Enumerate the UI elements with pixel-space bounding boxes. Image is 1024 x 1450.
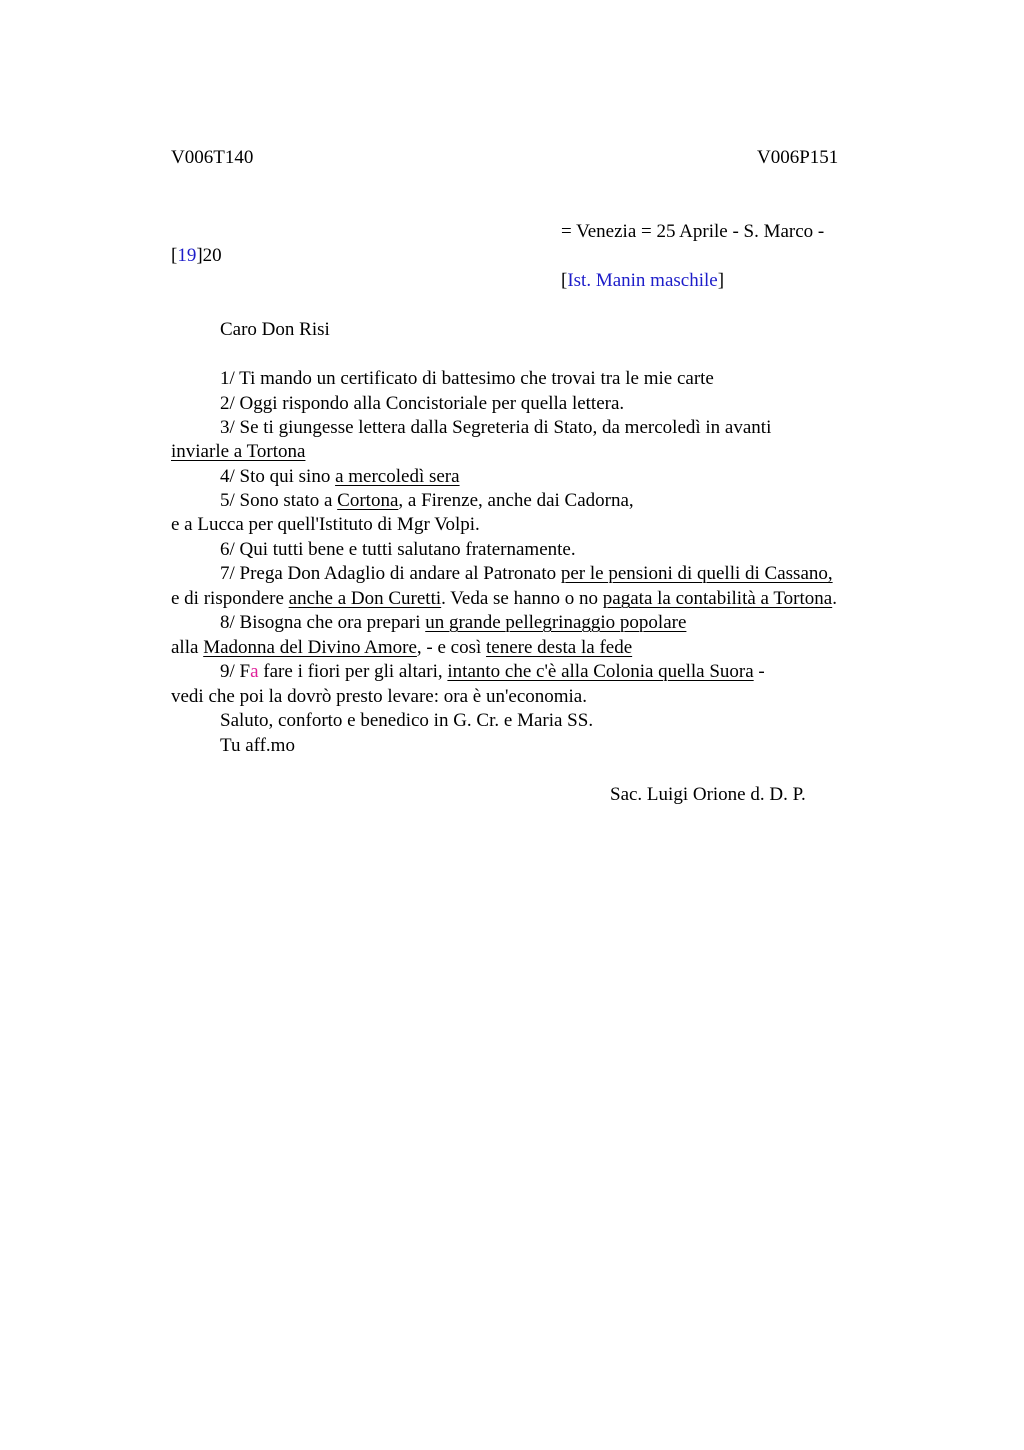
underlined-phrase: Cortona [337, 490, 399, 511]
item-8: 8/ Bisogna che ora prepari un grande pellegrinaggio popolare [220, 612, 687, 633]
item-6: 6/ Qui tutti bene e tutti salutano fraternamente. [220, 539, 576, 560]
item-4: 4/ Sto qui sino a mercoledì sera [220, 466, 460, 487]
document-code-left: V006T140 [171, 147, 254, 168]
item-5-continuation: e a Lucca per quell'Istituto di Mgr Volpi. [171, 514, 480, 535]
underlined-phrase: per le pensioni di quelli di Cassano, [560, 563, 833, 584]
underlined-phrase: tenere desta la fede [486, 637, 633, 658]
item-3: 3/ Se ti giungesse lettera dalla Segreteria di Stato, da mercoledì in avanti [220, 417, 772, 438]
item-1: 1/ Ti mando un certificato di battesimo che trovai tra le mie carte [220, 368, 714, 389]
underlined-phrase: pagata la contabilità a Tortona [602, 588, 833, 609]
dateline-year [171, 245, 222, 267]
dateline-place [561, 270, 724, 292]
item-2: 2/ Oggi rispondo alla Concistoriale per quella lettera. [220, 393, 625, 414]
editorial-place-insert: Ist. Manin maschile [567, 270, 718, 291]
item-7: 7/ Prega Don Adaglio di andare al Patronato per le pensioni di quelli di Cassano, [220, 563, 833, 584]
signature: Sac. Luigi Orione d. D. P. [610, 784, 806, 805]
correction-mark: a [250, 661, 259, 682]
closing-blessing: Saluto, conforto e benedico in G. Cr. e Maria SS. [220, 710, 594, 731]
underlined-phrase: intanto che c'è alla Colonia quella Suora [447, 661, 754, 682]
underlined-phrase: inviarle a Tortona [171, 441, 306, 462]
underlined-phrase: Madonna del Divino Amore [203, 637, 417, 658]
item-7-continuation: e di rispondere anche a Don Curetti. Veda se hanno o no pagata la contabilità a Tortona. [171, 588, 837, 609]
document-code-right: V006P151 [757, 147, 839, 168]
item-5: 5/ Sono stato a Cortona, a Firenze, anche dai Cadorna, [220, 490, 634, 511]
bracket-open: [ [561, 270, 568, 291]
editorial-year-insert: 19 [177, 245, 197, 266]
dateline: = Venezia = 25 Aprile - S. Marco - [561, 221, 825, 242]
item-9-continuation: vedi che poi la dovrò presto levare: ora è un'economia. [171, 686, 587, 707]
salutation: Caro Don Risi [220, 319, 330, 340]
underlined-phrase: un grande pellegrinaggio popolare [425, 612, 687, 633]
underlined-phrase: anche a Don Curetti [288, 588, 442, 609]
closing-yours: Tu aff.mo [220, 735, 295, 756]
bracket-close: ] [717, 270, 725, 291]
item-3-continuation [171, 441, 305, 463]
item-9: 9/ Fa fare i fiori per gli altari, intanto che c'è alla Colonia quella Suora - [220, 661, 765, 682]
underlined-phrase: a mercoledì sera [335, 466, 460, 487]
bracket-open: [ [171, 245, 178, 266]
year-suffix: ]20 [196, 245, 222, 266]
item-8-continuation: alla Madonna del Divino Amore, - e così tenere desta la fede [171, 637, 633, 658]
